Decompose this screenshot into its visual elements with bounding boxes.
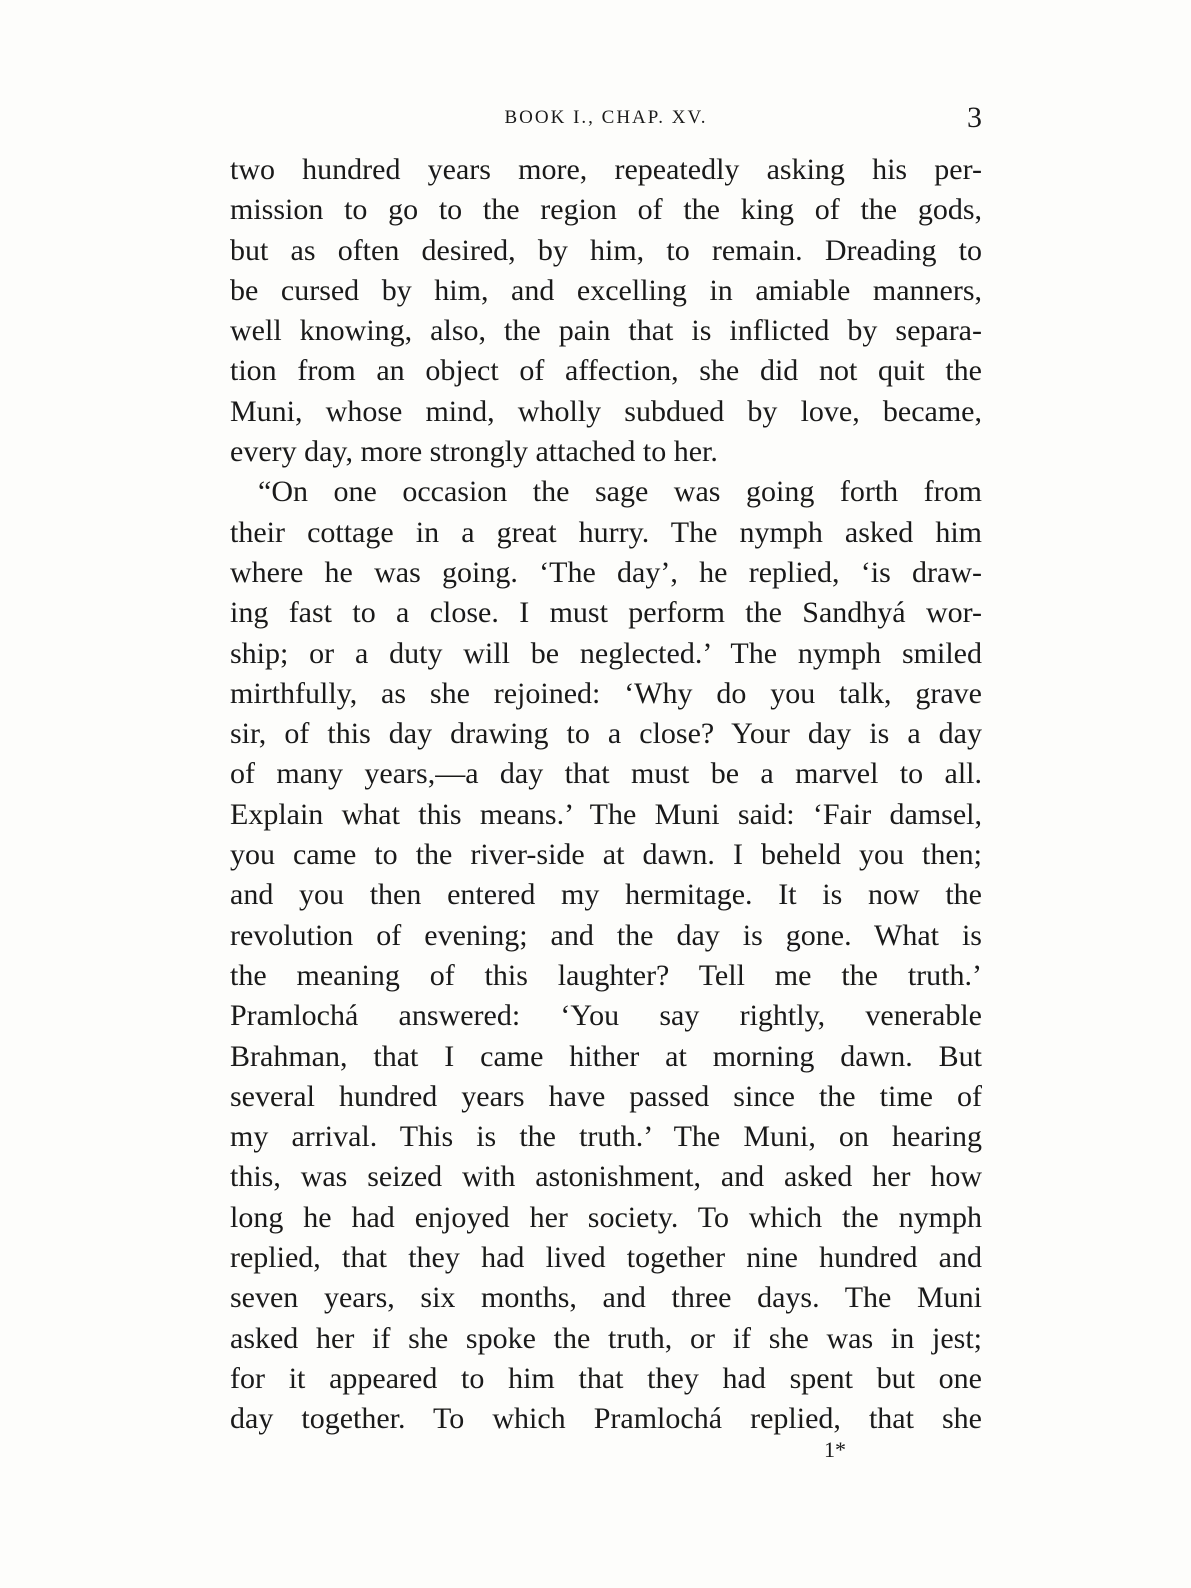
- text-line: but as often desired, by him, to remain. Dreading to: [230, 233, 982, 267]
- text-line: ing fast to a close. I must perform the Sandhyá wor-: [230, 596, 982, 630]
- text-line: of many years,—a day that must be a marvel to all.: [230, 757, 982, 791]
- text-line: this, was seized with astonishment, and asked her how: [230, 1160, 982, 1194]
- text-line: day together. To which Pramlochá replied, that she: [230, 1402, 982, 1436]
- text-line: and you then entered my hermitage. It is now the: [230, 878, 982, 912]
- text-line: long he had enjoyed her society. To which the nymph: [230, 1200, 982, 1234]
- signature-mark: 1*: [824, 1437, 846, 1462]
- text-line: tion from an object of affection, she did not quit the: [230, 354, 982, 388]
- text-line: revolution of evening; and the day is gone. What is: [230, 918, 982, 952]
- text-line: be cursed by him, and excelling in amiable manners,: [230, 273, 982, 307]
- text-line: the meaning of this laughter? Tell me the truth.’: [230, 958, 982, 992]
- text-line: my arrival. This is the truth.’ The Muni, on hearing: [230, 1120, 982, 1154]
- text-line: well knowing, also, the pain that is inflicted by separa-: [230, 314, 982, 348]
- text-line: Pramlochá answered: ‘You say rightly, venerable: [230, 999, 982, 1033]
- text-line: every day, more strongly attached to her.: [230, 435, 718, 469]
- text-line: mirthfully, as she rejoined: ‘Why do you talk, grave: [230, 676, 982, 710]
- text-line: sir, of this day drawing to a close? Your day is a day: [230, 717, 982, 751]
- text-line: ship; or a duty will be neglected.’ The nymph smiled: [230, 636, 982, 670]
- text-line: Explain what this means.’ The Muni said: ‘Fair damsel,: [230, 797, 982, 831]
- text-line: replied, that they had lived together nine hundred and: [230, 1241, 982, 1275]
- text-line: for it appeared to him that they had spent but one: [230, 1361, 982, 1395]
- text-line: Muni, whose mind, wholly subdued by love, became,: [230, 394, 982, 428]
- text-line: Brahman, that I came hither at morning dawn. But: [230, 1039, 982, 1073]
- text-line: where he was going. ‘The day’, he replied, ‘is draw-: [230, 555, 982, 589]
- text-line: asked her if she spoke the truth, or if she was in jest;: [230, 1321, 982, 1355]
- text-line: “On one occasion the sage was going forth from: [258, 475, 982, 509]
- text-line: their cottage in a great hurry. The nymph asked him: [230, 515, 982, 549]
- text-line: you came to the river-side at dawn. I beheld you then;: [230, 838, 982, 872]
- text-line: several hundred years have passed since the time of: [230, 1079, 982, 1113]
- text-line: mission to go to the region of the king of the gods,: [230, 193, 982, 227]
- text-line: two hundred years more, repeatedly asking his per-: [230, 153, 982, 186]
- page-number: 3: [967, 101, 982, 134]
- running-head: [230, 98, 982, 138]
- chapter-heading: BOOK I., CHAP. XV.: [504, 107, 708, 128]
- text-line: seven years, six months, and three days. The Muni: [230, 1281, 982, 1315]
- body-text: [230, 150, 982, 1440]
